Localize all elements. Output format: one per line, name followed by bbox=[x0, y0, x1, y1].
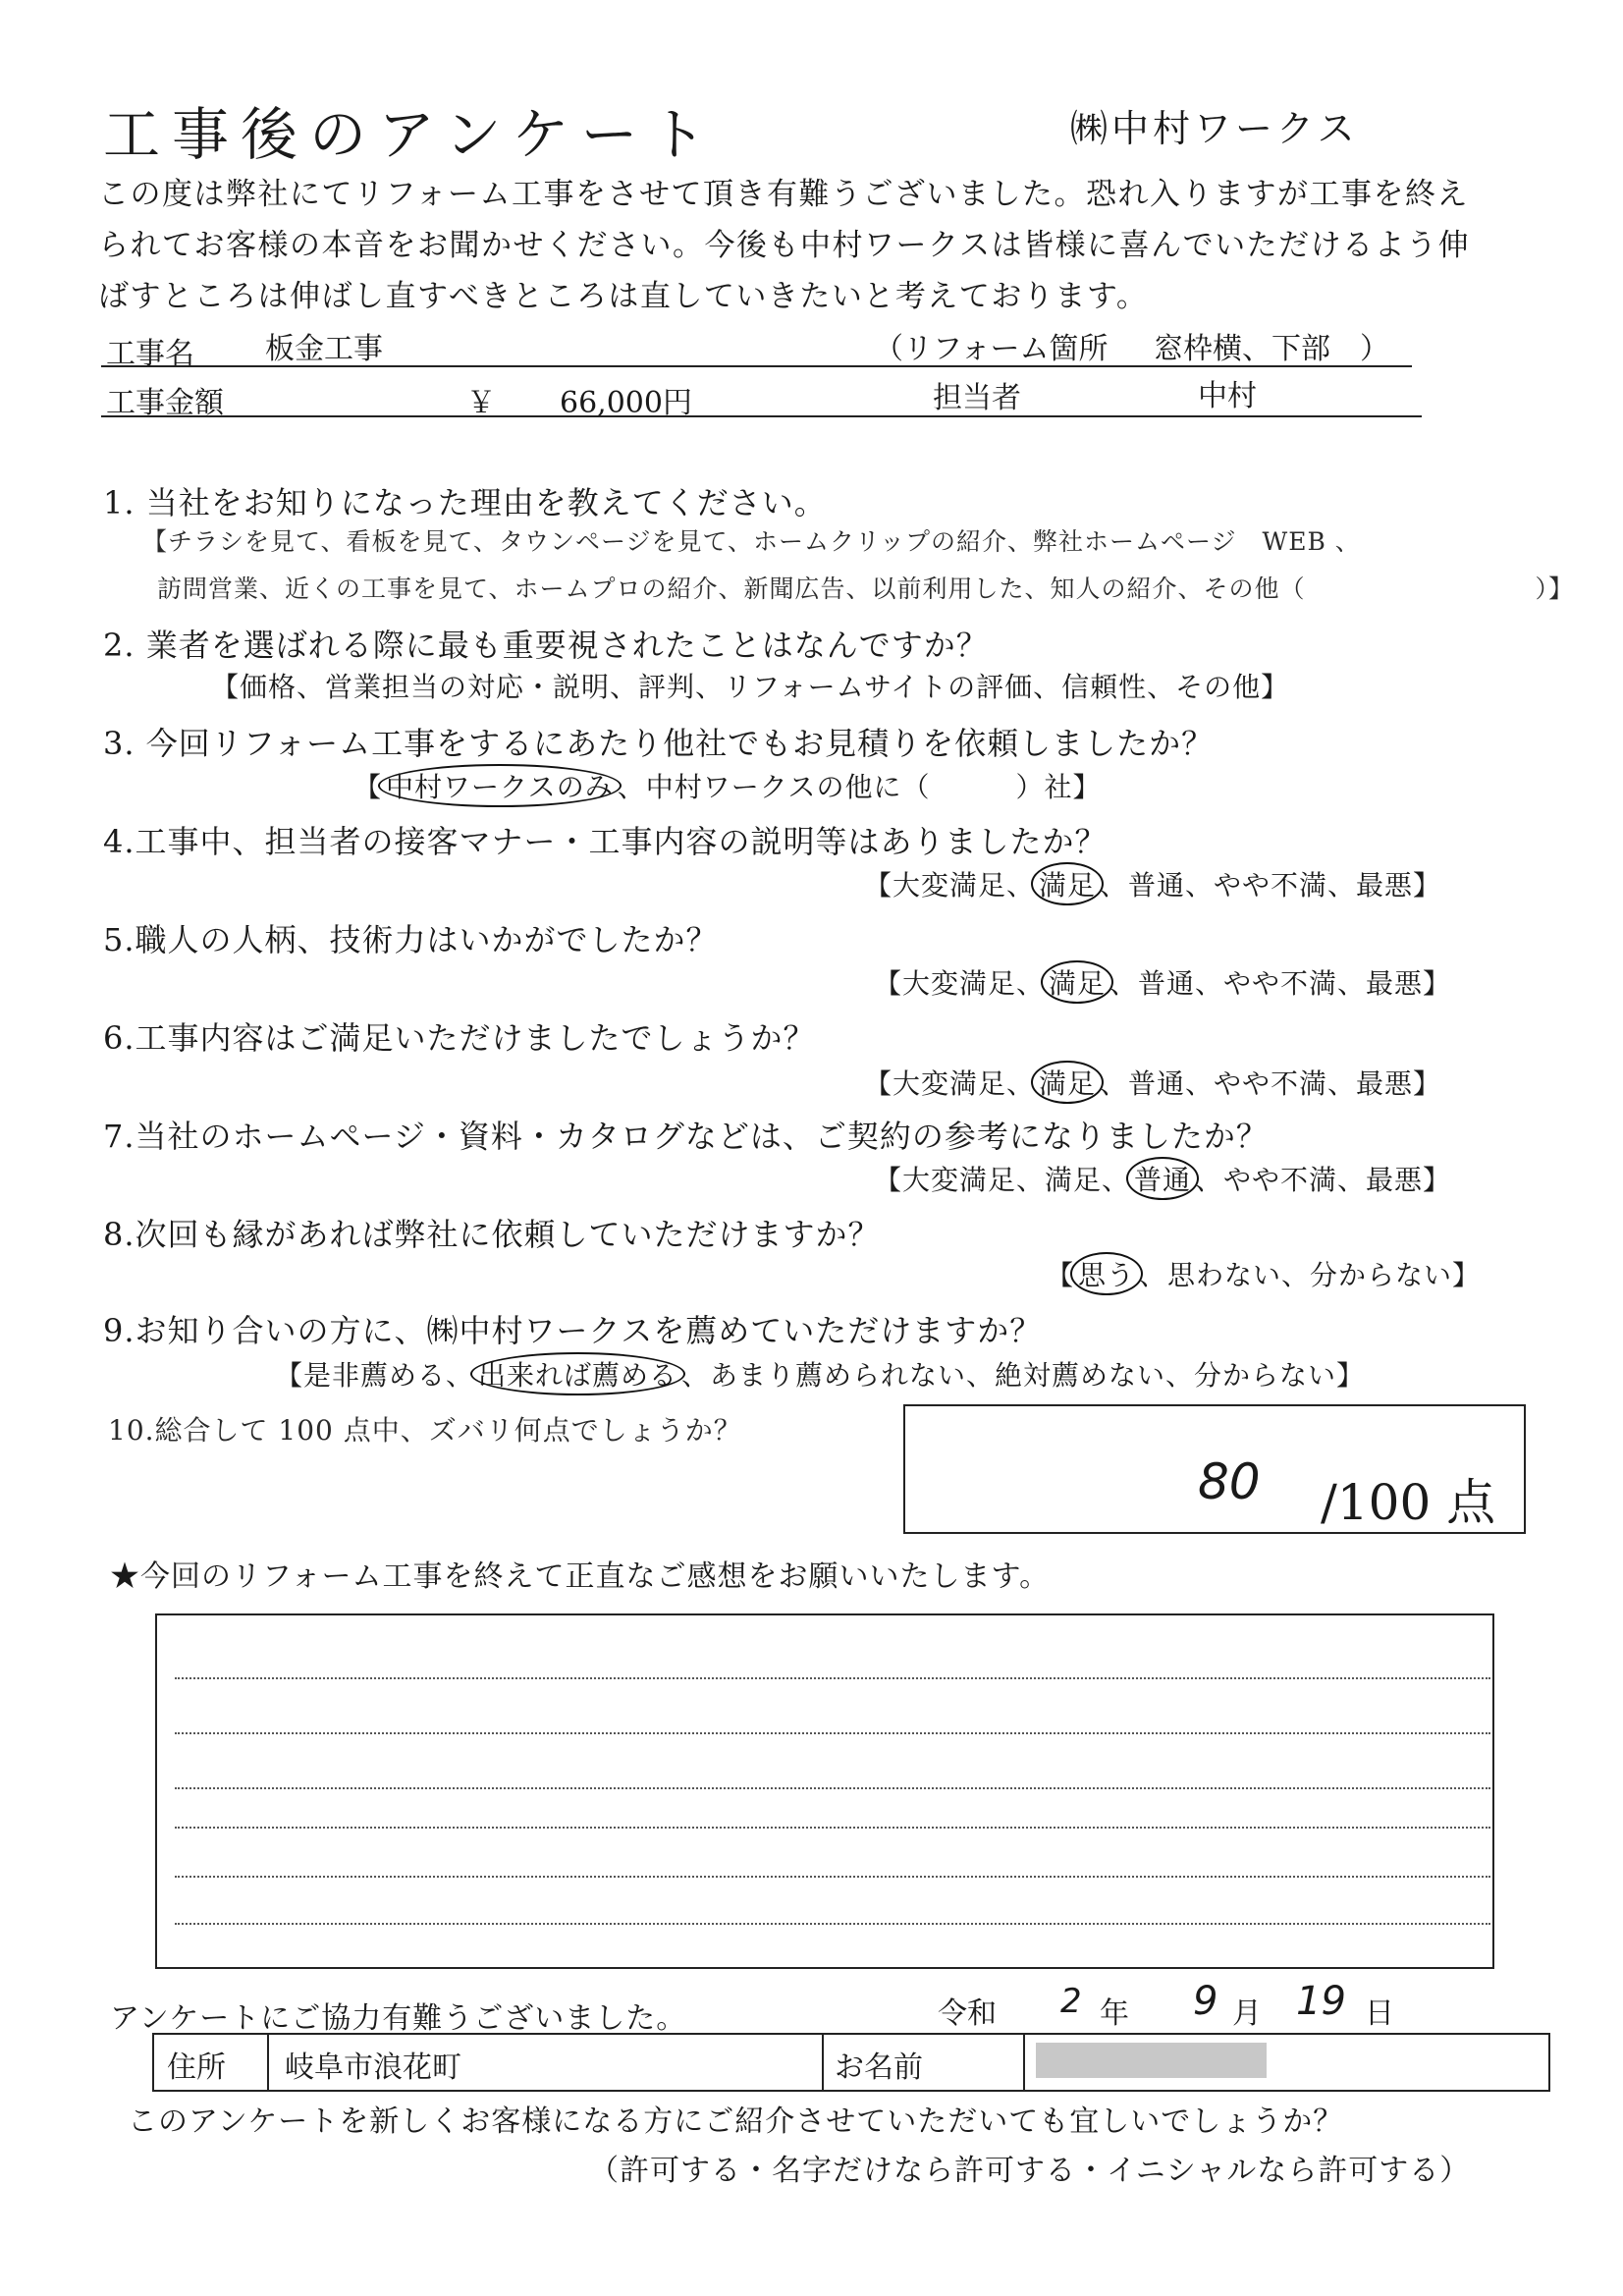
q8-options-post: 、思わない、分からない】 bbox=[1139, 1259, 1482, 1291]
q3-selected-answer: 中村ワークスのみ bbox=[378, 764, 622, 807]
question-9: 9.お知り合いの方に、㈱中村ワークスを薦めていただけますか？ bbox=[103, 1312, 1043, 1349]
q7-selected-answer: 普通 bbox=[1126, 1157, 1199, 1200]
day-value: 19 bbox=[1296, 1979, 1346, 2024]
q4-options-pre: 【大変満足、 bbox=[864, 869, 1036, 902]
question-7: 7.当社のホームページ・資料・カタログなどは、ご契約の参考になりましたか？ bbox=[103, 1118, 1269, 1155]
impressions-box bbox=[155, 1613, 1494, 1969]
question-8: 8.次回も縁があれば弊社に依頼していただけますか？ bbox=[103, 1216, 881, 1253]
intro-line: この度は弊社にてリフォーム工事をさせて頂き有難うございました。恐れ入りますが工事を終え bbox=[98, 177, 1469, 212]
q8-options-pre: 【 bbox=[1046, 1259, 1075, 1291]
q7-options bbox=[874, 1157, 1451, 1200]
intro-text bbox=[98, 169, 1470, 322]
q9-options-post: 、あまり薦められない、絶対薦めない、分からない】 bbox=[681, 1359, 1366, 1392]
q4-selected-answer: 満足 bbox=[1031, 862, 1104, 905]
q9-options bbox=[275, 1352, 1365, 1395]
q2-options: 【価格、営業担当の対応・説明、評判、リフォームサイトの評価、信頼性、その他】 bbox=[211, 671, 1290, 703]
company-name: ㈱中村ワークス bbox=[1070, 107, 1359, 150]
q6-selected-answer: 満足 bbox=[1031, 1061, 1104, 1104]
permission-options: （許可する・名字だけなら許可する・イニシャルなら許可する） bbox=[589, 2154, 1471, 2188]
q6-options-post: 、普通、やや不満、最悪】 bbox=[1100, 1067, 1442, 1100]
location-label: （リフォーム箇所 bbox=[874, 332, 1109, 366]
year-value: 2 bbox=[1060, 1982, 1082, 2021]
work-name-label: 工事名 bbox=[106, 337, 194, 371]
name-label: お名前 bbox=[835, 2050, 923, 2085]
ruled-line bbox=[175, 1732, 1490, 1734]
divider bbox=[101, 415, 1422, 417]
score-total: /100 点 bbox=[1321, 1474, 1496, 1531]
permission-question: このアンケートを新しくお客様になる方にご紹介させていただいても宜しいでしょうか？ bbox=[128, 2105, 1344, 2139]
ruled-line bbox=[175, 1827, 1490, 1829]
q8-options bbox=[1046, 1252, 1481, 1295]
amount-value: 66,000円 bbox=[560, 386, 692, 420]
location-close: ） bbox=[1360, 332, 1389, 366]
q7-options-pre: 【大変満足、満足、 bbox=[874, 1164, 1131, 1196]
q5-selected-answer: 満足 bbox=[1041, 960, 1113, 1004]
question-1: 1. 当社をお知りになった理由を教えてください。 bbox=[103, 484, 827, 521]
staff-value: 中村 bbox=[1198, 379, 1257, 413]
staff-label: 担当者 bbox=[933, 381, 1021, 415]
address-value: 岐阜市浪花町 bbox=[285, 2050, 461, 2085]
q1-options-line2: 訪問営業、近くの工事を見て、ホームプロの紹介、新聞広告、以前利用した、知人の紹介、その他（ ）】 bbox=[157, 574, 1575, 603]
address-label: 住所 bbox=[167, 2050, 226, 2085]
q4-options bbox=[864, 862, 1441, 905]
day-label: 日 bbox=[1365, 1996, 1394, 2031]
question-10: 10.総合して 100 点中、ズバリ何点でしょうか？ bbox=[108, 1414, 742, 1447]
intro-line: ばすところは伸ばし直すべきところは直していきたいと考えております。 bbox=[98, 279, 1149, 314]
q5-options-pre: 【大変満足、 bbox=[874, 967, 1046, 1000]
question-6: 6.工事内容はご満足いただけましたでしょうか？ bbox=[103, 1019, 816, 1057]
q3-options bbox=[353, 764, 1101, 807]
score-handwritten: 80 bbox=[1198, 1453, 1261, 1510]
amount-label: 工事金額 bbox=[106, 386, 224, 420]
table-divider bbox=[1023, 2035, 1025, 2090]
question-4: 4.工事中、担当者の接客マナー・工事内容の説明等はありましたか？ bbox=[103, 823, 1108, 860]
q5-options-post: 、普通、やや不満、最悪】 bbox=[1109, 967, 1452, 1000]
divider bbox=[101, 365, 1412, 367]
month-value: 9 bbox=[1193, 1979, 1218, 2024]
q9-options-pre: 【是非薦める、 bbox=[275, 1359, 475, 1392]
q6-options-pre: 【大変満足、 bbox=[864, 1067, 1036, 1100]
question-5: 5.職人の人柄、技術力はいかがでしたか？ bbox=[103, 921, 719, 958]
yen-sign: ￥ bbox=[466, 386, 496, 420]
q6-options bbox=[864, 1061, 1441, 1104]
era-label: 令和 bbox=[938, 1996, 997, 2031]
work-name-value: 板金工事 bbox=[265, 332, 383, 366]
redacted-name bbox=[1036, 2043, 1267, 2078]
ruled-line bbox=[175, 1677, 1490, 1679]
table-divider bbox=[267, 2035, 269, 2090]
q3-options-rest: 、中村ワークスの他に（ ）社】 bbox=[617, 771, 1102, 803]
q5-options bbox=[874, 960, 1451, 1004]
ruled-line bbox=[175, 1923, 1490, 1925]
ruled-line bbox=[175, 1787, 1490, 1789]
page-title: 工事後のアンケート bbox=[103, 101, 719, 168]
month-label: 月 bbox=[1232, 1996, 1262, 2031]
ruled-line bbox=[175, 1876, 1490, 1878]
q9-selected-answer: 出来れば薦める bbox=[470, 1352, 685, 1395]
bracket: 【 bbox=[353, 771, 383, 803]
q7-options-post: 、やや不満、最悪】 bbox=[1195, 1164, 1452, 1196]
year-label: 年 bbox=[1100, 1996, 1129, 2031]
q1-options-line1: 【チラシを見て、看板を見て、タウンページを見て、ホームクリップの紹介、弊社ホームページ WEB 、 bbox=[142, 527, 1361, 556]
table-divider bbox=[822, 2035, 824, 2090]
thanks-text: アンケートにご協力有難うございました。 bbox=[110, 2001, 687, 2036]
q4-options-post: 、普通、やや不満、最悪】 bbox=[1100, 869, 1442, 902]
question-2: 2. 業者を選ばれる際に最も重要視されたことはなんですか？ bbox=[103, 627, 989, 664]
location-value: 窓枠横、下部 bbox=[1154, 332, 1330, 366]
intro-line: られてお客様の本音をお聞かせください。今後も中村ワークスは皆様に喜んでいただけるよう伸 bbox=[98, 228, 1471, 263]
question-3: 3. 今回リフォーム工事をするにあたり他社でもお見積りを依頼しましたか？ bbox=[103, 725, 1215, 762]
q8-selected-answer: 思う bbox=[1070, 1252, 1143, 1295]
impressions-heading: ★今回のリフォーム工事を終えて正直なご感想をお願いいたします。 bbox=[110, 1559, 1051, 1594]
